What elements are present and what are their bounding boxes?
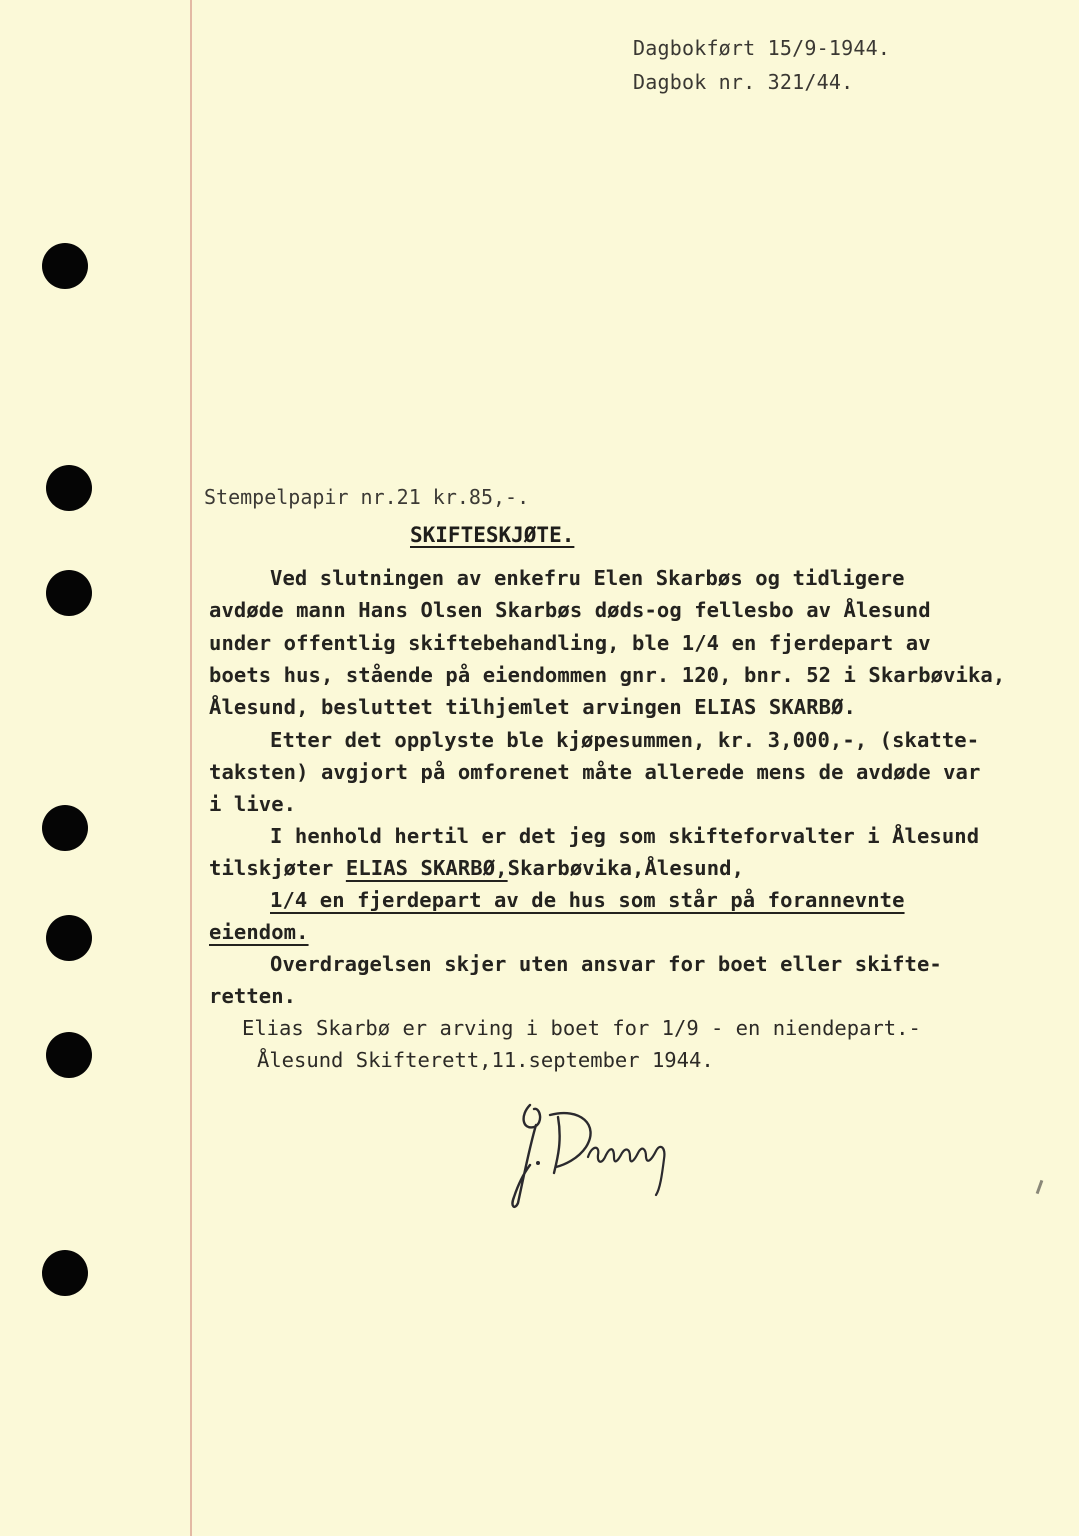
punch-hole [46, 915, 92, 961]
pen-mark [1036, 1180, 1044, 1194]
text-line: retten. [209, 984, 297, 1008]
text-line: Ålesund, besluttet tilhjemlet arvingen ELIAS SKARBØ. [209, 695, 856, 719]
journal-number: Dagbok nr. 321/44. [633, 70, 854, 94]
punch-hole [46, 570, 92, 616]
text-line: Overdragelsen skjer uten ansvar for boet eller skifte- [270, 952, 942, 976]
text-line: avdøde mann Hans Olsen Skarbøs døds-og fellesbo av Ålesund [209, 598, 931, 622]
signature [500, 1085, 690, 1215]
place-date-line: Ålesund Skifterett,11.september 1944. [257, 1048, 714, 1072]
text-line: I henhold hertil er det jeg som skifteforvalter i Ålesund [270, 824, 980, 848]
text-line [209, 856, 744, 880]
text-line: 1/4 en fjerdepart av de hus som står på forannevnte [270, 888, 905, 912]
text-segment: Skarbøvika,Ålesund, [507, 856, 745, 880]
registration-date: Dagbokført 15/9-1944. [633, 36, 891, 60]
margin-line [190, 0, 192, 1536]
punch-hole [42, 805, 88, 851]
text-line: i live. [209, 792, 297, 816]
text-line: taksten) avgjort på omforenet måte allerede mens de avdøde var [209, 760, 981, 784]
punch-hole [42, 243, 88, 289]
text-line: Ved slutningen av enkefru Elen Skarbøs og tidligere [270, 566, 905, 590]
text-line: boets hus, stående på eiendommen gnr. 120, bnr. 52 i Skarbøvika, [209, 663, 1006, 687]
text-line: Elias Skarbø er arving i boet for 1/9 - en niendepart.- [242, 1016, 921, 1040]
document-title: SKIFTESKJØTE. [410, 523, 575, 547]
stamp-paper-line: Stempelpapir nr.21 kr.85,-. [204, 485, 530, 509]
punch-hole [42, 1250, 88, 1296]
text-segment: tilskjøter [209, 856, 346, 880]
text-line: eiendom. [209, 920, 309, 944]
punch-hole [46, 465, 92, 511]
punch-hole [46, 1032, 92, 1078]
text-line: under offentlig skiftebehandling, ble 1/4 en fjerdepart av [209, 631, 931, 655]
text-line: Etter det opplyste ble kjøpesummen, kr. 3,000,-, (skatte- [270, 728, 980, 752]
heir-name: ELIAS SKARBØ, [345, 856, 508, 880]
